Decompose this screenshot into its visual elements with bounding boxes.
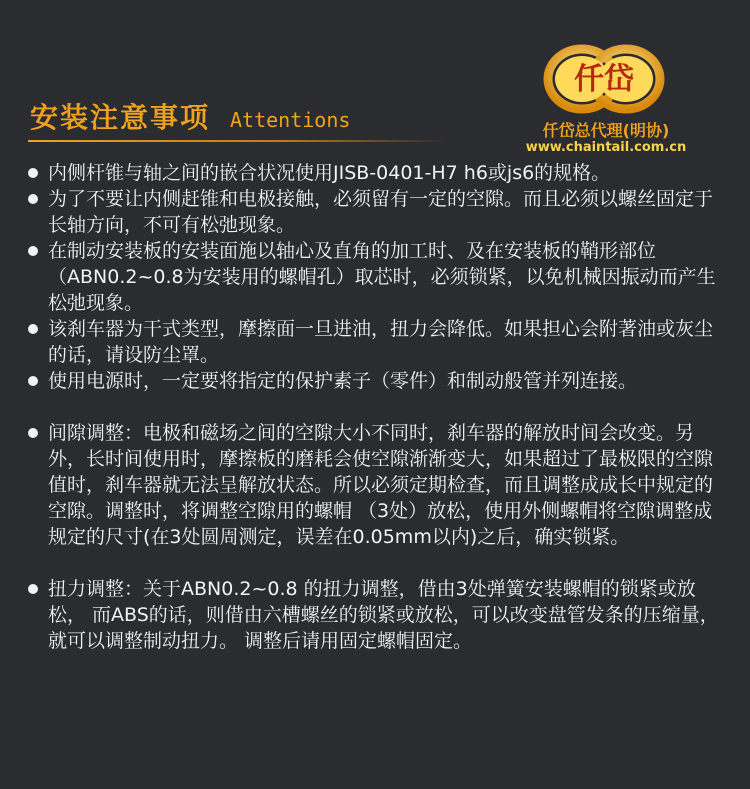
list-item-text: 使用电源时，一定要将指定的保护素子（零件）和制动般管并列连接。: [48, 370, 638, 392]
logo-mark-text: 仟岱: [574, 62, 634, 97]
bullet-icon: [28, 428, 38, 438]
page-title-english: Attentions: [230, 108, 351, 132]
list-item-text: 内侧杆锥与轴之间的嵌合状况使用JISB-0401-H7 h6或js6的规格。: [48, 162, 611, 184]
list-item: [24, 316, 724, 368]
bullet-icon: [28, 168, 38, 178]
list-item-text: 该刹车器为干式类型，摩擦面一旦进油，扭力会降低。如果担心会附著油或灰尘的话，请设防尘罩。: [48, 318, 714, 366]
header: [30, 96, 350, 136]
bullet-icon: [28, 324, 38, 334]
bullet-icon: [28, 376, 38, 386]
brand-logo: [516, 40, 706, 158]
list-item-gap-adjustment: [24, 420, 724, 550]
list-item: [24, 186, 724, 238]
list-item-text: 间隙调整：电极和磁场之间的空隙大小不同时，刹车器的解放时间会改变。另外，长时间使用时，摩擦板的磨耗会使空隙渐渐变大，如果超过了最极限的空隙值时，刹车器就无法呈解放状态。所以必须定期检查，而且调整成成长中规定的空隙。调整时，将调整空隙用的螺帽 （3处）放松，使用外侧螺帽将空隙调整成规定的尺寸(在3处圆周测定，误差在0.05mm以内)之后，确实锁紧。: [48, 422, 714, 548]
bullet-icon: [28, 246, 38, 256]
chain-logo-icon: [542, 44, 666, 114]
list-item-text: 扭力调整：关于ABN0.2~0.8 的扭力调整，借由3处弹簧安装螺帽的锁紧或放松， 而ABS的话，则借由六槽螺丝的锁紧或放松，可以改变盘管发条的压缩量， 就可以调整制动扭力。 调整后请用固定螺帽固定。: [48, 578, 719, 652]
bullet-icon: [28, 194, 38, 204]
logo-url: www.chaintail.com.cn: [525, 140, 687, 155]
page-title: 安装注意事项: [30, 101, 211, 134]
list-item: [24, 160, 724, 186]
list-item-torque-adjustment: [24, 576, 724, 654]
title-underline: [28, 140, 448, 142]
logo-name: 仟岱总代理(明协): [542, 121, 670, 140]
list-item: [24, 368, 724, 394]
list-item: [24, 238, 724, 316]
bullet-icon: [28, 584, 38, 594]
attention-list: [24, 160, 724, 654]
list-item-text: 为了不要让内侧赶锥和电极接触，必须留有一定的空隙。而且必须以螺丝固定于长轴方向，不可有松弛现象。: [48, 188, 714, 236]
list-item-text: 在制动安装板的安装面施以轴心及直角的加工时、及在安装板的鞘形部位（ABN0.2~0.8为安装用的螺帽孔）取芯时，必须锁紧，以免机械因振动而产生松弛现象。: [48, 240, 716, 314]
